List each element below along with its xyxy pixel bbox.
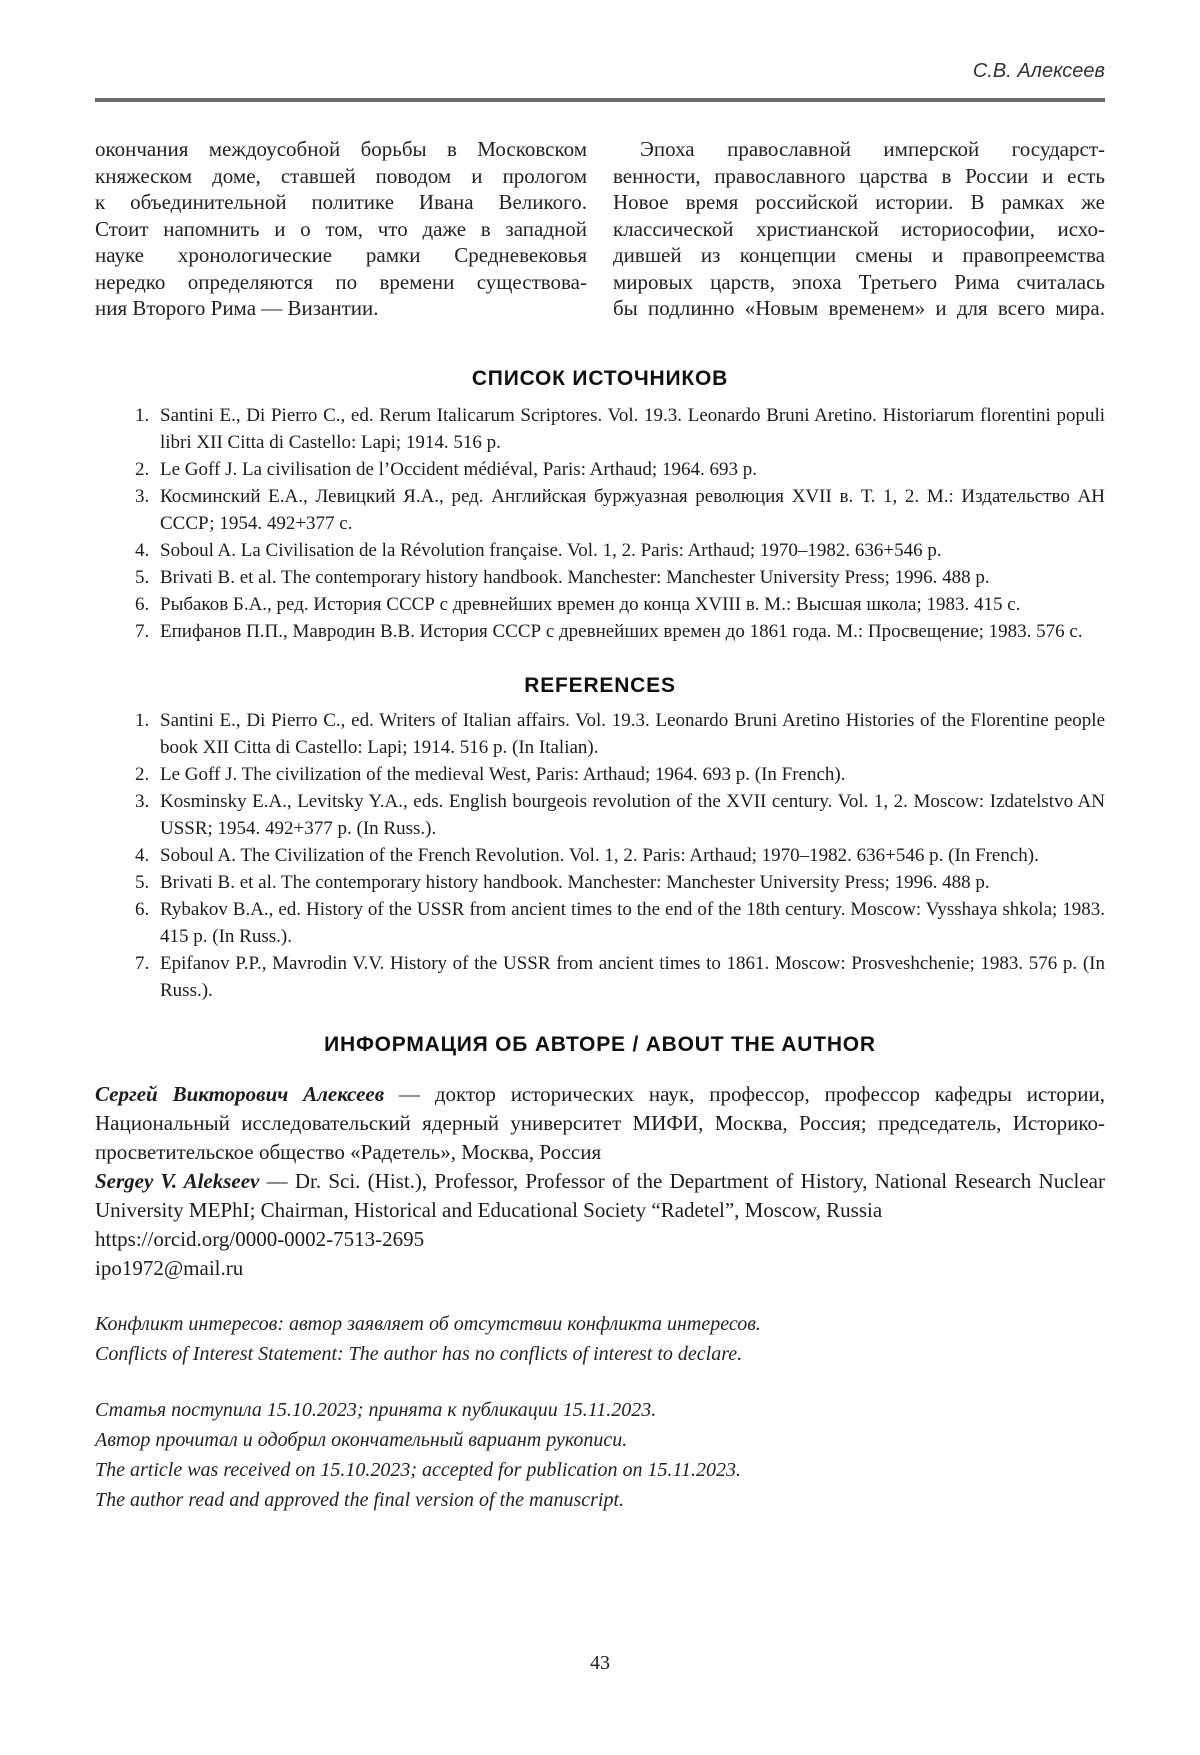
- received-date-ru: Статья поступила 15.10.2023; принята к публикации 15.11.2023.: [95, 1398, 657, 1421]
- header-double-rule: [95, 98, 1105, 102]
- source-item: [95, 618, 1105, 645]
- article-dates-block: [95, 1395, 1105, 1515]
- page-number: 43: [590, 1652, 610, 1674]
- approved-note-en: The author read and approved the final version of the manuscript.: [95, 1488, 625, 1511]
- reference-item-number: 2.: [135, 763, 150, 785]
- intro-line: венности, православного царства в России и есть: [613, 163, 1105, 188]
- source-item-text: Santini E., Di Pierro C., ed. Rerum Italicarum Scriptores. Vol. 19.3. Leonardo Bruni Aretino. Historiarum florentini populi libri XII Citta di Castello: Lapi; 1914. 516 p.: [160, 404, 1105, 453]
- reference-item-text: Le Goff J. The civilization of the medieval West, Paris: Arthaud; 1964. 693 p. (In French).: [160, 763, 846, 785]
- approved-note-ru: Автор прочитал и одобрил окончательный вариант рукописи.: [95, 1428, 628, 1451]
- source-item-text: Le Goff J. La civilisation de l’Occident médiéval, Paris: Arthaud; 1964. 693 p.: [160, 458, 757, 480]
- intro-line: классической христианской историософии, исхо-: [613, 216, 1105, 241]
- reference-item: [95, 788, 1105, 842]
- reference-item-number: 5.: [135, 871, 150, 893]
- intro-line: бы подлинно «Новым временем» и для всего мира.: [613, 296, 1105, 320]
- intro-line: мировых царств, эпоха Третьего Рима считалась: [613, 269, 1105, 294]
- source-item: [95, 564, 1105, 591]
- reference-item: [95, 707, 1105, 761]
- reference-item: [95, 842, 1105, 869]
- source-item-text: Brivati B. et al. The contemporary history handbook. Manchester: Manchester University Press; 1996. 488 p.: [160, 566, 990, 588]
- intro-line: Новое время российской истории. В рамках же: [613, 190, 1105, 214]
- reference-item-number: 3.: [135, 790, 150, 812]
- author-email: ipo1972@mail.ru: [95, 1255, 244, 1280]
- intro-line: окончания междоусобной борьбы в Московском: [95, 137, 587, 161]
- reference-item-text: Epifanov P.P., Mavrodin V.V. History of the USSR from ancient times to 1861. Moscow: Prosveshchenie; 1983. 576 p. (In Russ.).: [160, 952, 1105, 1001]
- reference-item-number: 4.: [135, 844, 150, 866]
- reference-item-text: Santini E., Di Pierro C., ed. Writers of Italian affairs. Vol. 19.3. Leonardo Bruni Aretino Histories of the Florentine people book XII Citta di Castello: Lapi; 1914. 516 p. (In Italian).: [160, 709, 1105, 758]
- source-item-number: 7.: [135, 620, 150, 642]
- intro-line: науке хронологические рамки Средневековья: [95, 243, 587, 267]
- running-head-author: С.В. Алексеев: [972, 60, 1105, 82]
- source-item-text: Косминский Е.А., Левицкий Я.А., ред. Английская буржуазная революция XVII в. Т. 1, 2. М.: Издательство АН СССР; 1954. 492+377 с.: [160, 485, 1105, 534]
- intro-right-column: [613, 136, 1105, 322]
- intro-line: княжеском доме, ставшей поводом и прологом: [95, 163, 587, 188]
- source-item-number: 4.: [135, 539, 150, 561]
- about-author-block: [95, 1080, 1105, 1283]
- sources-list: [95, 402, 1105, 645]
- reference-item-number: 6.: [135, 898, 150, 920]
- references-heading: REFERENCES: [524, 673, 676, 697]
- sources-heading: СПИСОК ИСТОЧНИКОВ: [471, 366, 729, 390]
- source-item: [95, 456, 1105, 483]
- author-affiliation-ru: — доктор исторических наук, профессор, профессор кафедры истории, Национальный исследовательский ядерный университет МИФИ, Москва, Россия; председатель, Историко-просветительское общество «Радетель», Москва, Россия: [95, 1081, 1105, 1164]
- intro-left-column: [95, 136, 587, 322]
- author-name-ru: Сергей Викторович Алексеев: [95, 1081, 385, 1106]
- reference-item-text: Rybakov B.A., ed. History of the USSR from ancient times to the end of the 18th century. Moscow: Vysshaya shkola; 1983. 415 p. (In Russ.).: [160, 898, 1105, 947]
- intro-columns: [95, 136, 1105, 322]
- author-info-ru: [95, 1080, 1105, 1167]
- reference-item: [95, 950, 1105, 1004]
- reference-item: [95, 761, 1105, 788]
- author-orcid: https://orcid.org/0000-0002-7513-2695: [95, 1226, 425, 1251]
- about-author-heading: ИНФОРМАЦИЯ ОБ АВТОРЕ / ABOUT THE AUTHOR: [324, 1032, 876, 1056]
- source-item-number: 6.: [135, 593, 150, 615]
- source-item: [95, 483, 1105, 537]
- intro-line: дившей из концепции смены и правопреемства: [613, 243, 1105, 267]
- source-item-number: 3.: [135, 485, 150, 507]
- reference-item-text: Soboul A. The Civilization of the French Revolution. Vol. 1, 2. Paris: Arthaud; 1970–1982. 636+546 p. (In French).: [160, 844, 1039, 866]
- author-name-en: Sergey V. Alekseev: [95, 1168, 260, 1193]
- author-info-en: [95, 1167, 1105, 1225]
- reference-item: [95, 869, 1105, 896]
- intro-line: к объединительной политике Ивана Великого.: [95, 190, 587, 214]
- received-date-en: The article was received on 15.10.2023; accepted for publication on 15.11.2023.: [95, 1458, 741, 1481]
- source-item: [95, 591, 1105, 618]
- reference-item: [95, 896, 1105, 950]
- source-item-text: Soboul A. La Civilisation de la Révolution française. Vol. 1, 2. Paris: Arthaud; 1970–1982. 636+546 p.: [160, 539, 942, 561]
- author-affiliation-en: — Dr. Sci. (Hist.), Professor, Professor of the Department of History, National Research Nuclear University MEPhI; Chairman, Historical and Educational Society “Radetel”, Moscow, Russia: [95, 1168, 1105, 1222]
- intro-line: ния Второго Рима — Византии.: [95, 296, 379, 320]
- reference-item-number: 1.: [135, 709, 150, 731]
- references-list: [95, 707, 1105, 1004]
- conflict-of-interest-block: [95, 1309, 1105, 1369]
- intro-line: Стоит напомнить и о том, что даже в западной: [95, 216, 587, 241]
- source-item: [95, 537, 1105, 564]
- source-item: [95, 402, 1105, 456]
- source-item-text: Епифанов П.П., Мавродин В.В. История СССР с древнейших времен до 1861 года. М.: Просвещение; 1983. 576 с.: [160, 620, 1083, 642]
- conflict-statement-ru: Конфликт интересов: автор заявляет об отсутствии конфликта интересов.: [95, 1312, 761, 1335]
- source-item-number: 1.: [135, 404, 150, 426]
- reference-item-number: 7.: [135, 952, 150, 974]
- reference-item-text: Brivati B. et al. The contemporary history handbook. Manchester: Manchester University Press; 1996. 488 p.: [160, 871, 990, 893]
- source-item-number: 5.: [135, 566, 150, 588]
- article-page: [0, 58, 1200, 1515]
- reference-item-text: Kosminsky E.A., Levitsky Y.A., eds. English bourgeois revolution of the XVII century. Vol. 1, 2. Moscow: Izdatelstvo AN USSR; 1954. 492+377 p. (In Russ.).: [160, 790, 1105, 839]
- intro-line: Эпоха православной имперской государст-: [640, 137, 1105, 161]
- conflict-statement-en: Conflicts of Interest Statement: The author has no conflicts of interest to declare.: [95, 1342, 743, 1365]
- source-item-text: Рыбаков Б.А., ред. История СССР с древнейших времен до конца XVIII в. М.: Высшая школа; 1983. 415 с.: [160, 593, 1021, 615]
- source-item-number: 2.: [135, 458, 150, 480]
- intro-line: нередко определяются по времени существова-: [95, 269, 587, 294]
